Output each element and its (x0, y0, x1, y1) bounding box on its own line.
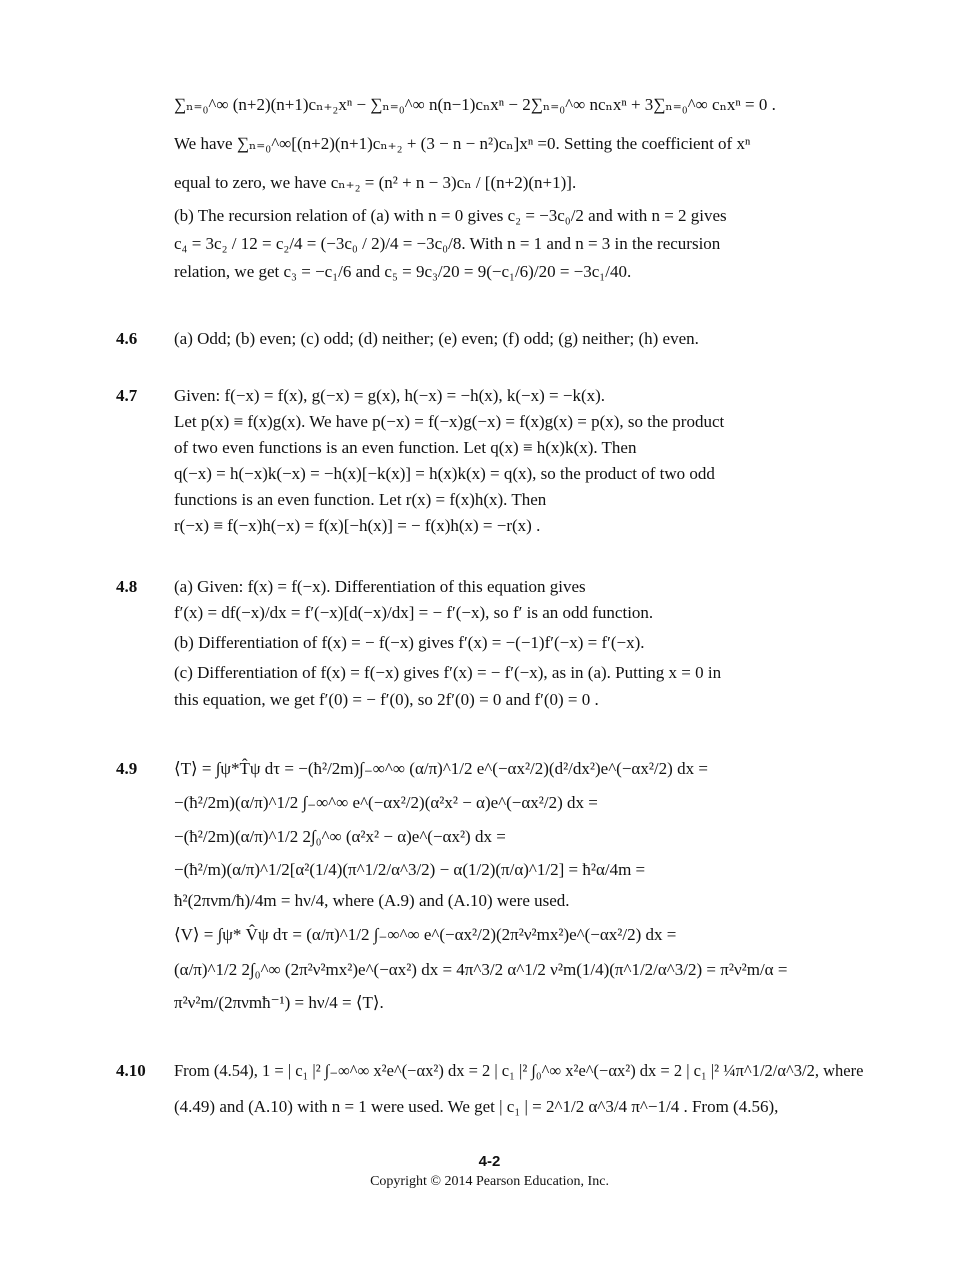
text-line: We have ∑ₙ₌₀^∞[(n+2)(n+1)cₙ₊₂ + (3 − n − n²)cₙ]xⁿ =0. Setting the coefficient of xⁿ (174, 134, 751, 153)
problem-text: (b) Differentiation of f(x) = − f(−x) gives f′(x) = −(−1)f′(−x) = f′(−x). (174, 633, 645, 652)
problem-number: 4.9 (116, 759, 138, 778)
page-number: 4-2 (478, 1153, 501, 1170)
problem-number: 4.7 (116, 386, 138, 405)
problem-text: −(ħ²/2m)(α/π)^1/2 2∫₀^∞ (α²x² − α)e^(−αx²) dx = (174, 827, 506, 846)
text-line: c₄ = 3c₂ / 12 = c₂/4 = (−3c₀ / 2)/4 = −3c₀/8. With n = 1 and n = 3 in the recursion (174, 234, 721, 253)
text-line: relation, we get c₃ = −c₁/6 and c₅ = 9c₃/20 = 9(−c₁/6)/20 = −3c₁/40. (174, 262, 632, 281)
problem-text: this equation, we get f′(0) = − f′(0), so 2f′(0) = 0 and f′(0) = 0 . (174, 690, 599, 709)
problem-number: 4.6 (116, 329, 138, 348)
problem-text: (c) Differentiation of f(x) = f(−x) gives f′(x) = − f′(−x), as in (a). Putting x = 0 in (174, 663, 722, 682)
problem-text: Given: f(−x) = f(x), g(−x) = g(x), h(−x) = −h(x), k(−x) = −k(x). (174, 386, 606, 405)
problem-text: (α/π)^1/2 2∫₀^∞ (2π²ν²mx²)e^(−αx²) dx = 4π^3/2 α^1/2 ν²m(1/4)(π^1/2/α^3/2) = π²ν²m/α = (174, 960, 788, 979)
problem-text: r(−x) ≡ f(−x)h(−x) = f(x)[−h(x)] = − f(x)h(x) = −r(x) . (174, 516, 541, 535)
problem-text: ħ²(2πνm/ħ)/4m = hν/4, where (A.9) and (A.10) were used. (174, 891, 570, 910)
problem-text: ⟨V⟩ = ∫ψ* V̂ψ dτ = (α/π)^1/2 ∫₋∞^∞ e^(−αx²/2)(2π²ν²mx²)e^(−αx²/2) dx = (174, 925, 677, 944)
problem-text: f′(x) = df(−x)/dx = f′(−x)[d(−x)/dx] = − f′(−x), so f′ is an odd function. (174, 603, 654, 622)
equation-line: ∑ₙ₌₀^∞ (n+2)(n+1)cₙ₊₂xⁿ − ∑ₙ₌₀^∞ n(n−1)cₙxⁿ − 2∑ₙ₌₀^∞ ncₙxⁿ + 3∑ₙ₌₀^∞ cₙxⁿ = 0 . (174, 95, 776, 114)
text-line: (b) The recursion relation of (a) with n = 0 gives c₂ = −3c₀/2 and with n = 2 gives (174, 206, 727, 225)
problem-text: (a) Odd; (b) even; (c) odd; (d) neither; (e) even; (f) odd; (g) neither; (h) even. (174, 329, 699, 348)
problem-text: (a) Given: f(x) = f(−x). Differentiation of this equation gives (174, 577, 586, 596)
problem-text: functions is an even function. Let r(x) = f(x)h(x). Then (174, 490, 547, 509)
problem-text: q(−x) = h(−x)k(−x) = −h(x)[−k(x)] = h(x)k(x) = q(x), so the product of two odd (174, 464, 715, 483)
problem-text: −(ħ²/m)(α/π)^1/2[α²(1/4)(π^1/2/α^3/2) − α(1/2)(π/α)^1/2] = ħ²α/4m = (174, 860, 646, 879)
problem-number: 4.10 (116, 1061, 146, 1080)
problem-text: ⟨T⟩ = ∫ψ*T̂ψ dτ = −(ħ²/2m)∫₋∞^∞ (α/π)^1/2 e^(−αx²/2)(d²/dx²)e^(−αx²/2) dx = (174, 759, 708, 778)
problem-text: Let p(x) ≡ f(x)g(x). We have p(−x) = f(−x)g(−x) = f(x)g(x) = p(x), so the product (174, 412, 725, 431)
problem-text: (4.49) and (A.10) with n = 1 were used. We get | c₁ | = 2^1/2 α^3/4 π^−1/4 . From (4.56), (174, 1097, 779, 1116)
problem-number: 4.8 (116, 577, 138, 596)
problem-text: of two even functions is an even function. Let q(x) ≡ h(x)k(x). Then (174, 438, 637, 457)
copyright-notice: Copyright © 2014 Pearson Education, Inc. (370, 1174, 609, 1189)
text-line: equal to zero, we have cₙ₊₂ = (n² + n − 3)cₙ / [(n+2)(n+1)]. (174, 173, 577, 192)
problem-text: −(ħ²/2m)(α/π)^1/2 ∫₋∞^∞ e^(−αx²/2)(α²x² − α)e^(−αx²/2) dx = (174, 793, 598, 812)
problem-text: π²ν²m/(2πνmħ⁻¹) = hν/4 = ⟨T⟩. (174, 993, 384, 1012)
problem-text: From (4.54), 1 = | c₁ |² ∫₋∞^∞ x²e^(−αx²) dx = 2 | c₁ |² ∫₀^∞ x²e^(−αx²) dx = 2 | c₁ |² ¼π^1/2/α^3/2, where (174, 1061, 864, 1080)
